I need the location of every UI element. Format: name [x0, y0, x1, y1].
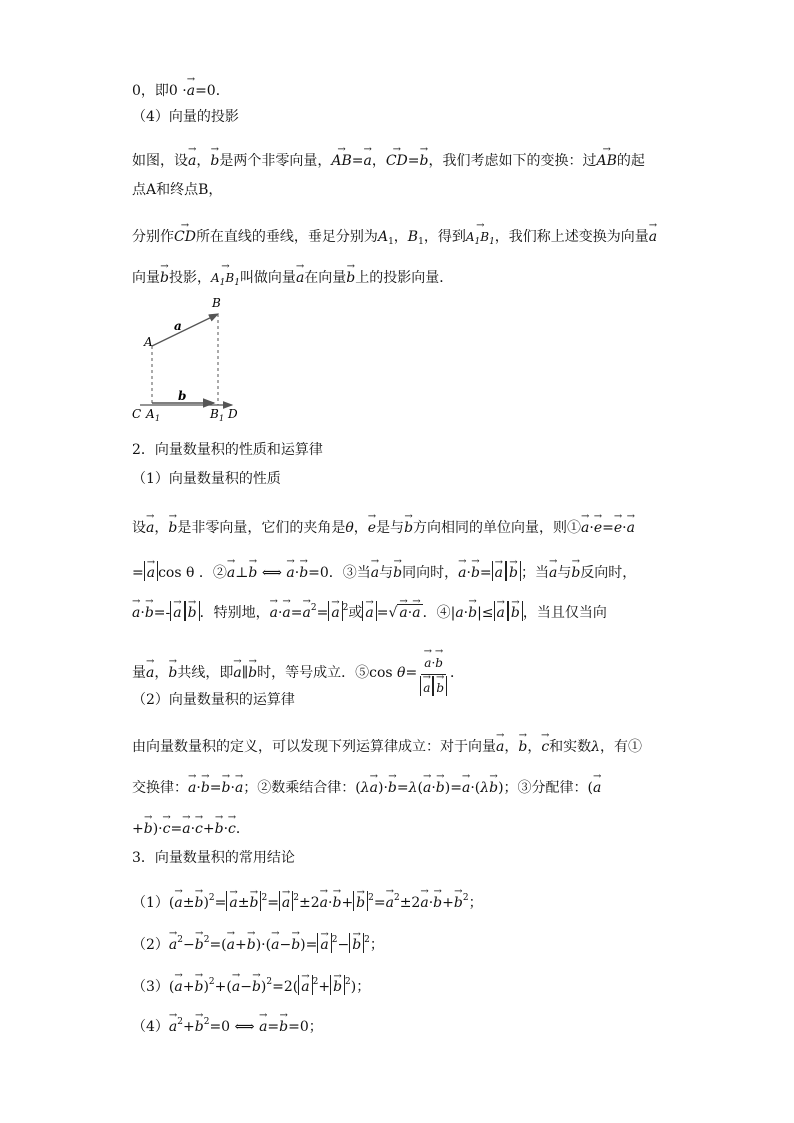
formula-1: $(1)(\to a\pm\to b)^2=\to a\pm\to b$ $^2$=→ a $^2$±2→ a·→ b+→ b $^2=\to a^2\pm 2\to a\cdot\to b+\to b^2$； — [132, 888, 672, 913]
text-line: +→ b)·→ c=→ a·→ c+→ b·→ c． — [132, 814, 672, 839]
label-b-point: B — [212, 296, 221, 310]
text-line: 点A和终点B， — [132, 182, 223, 198]
label-b1: B — [210, 407, 219, 421]
text-line: 设→ a，→ b是非零向量，它们的夹角是θ，→ e是与→ b方向相同的单位向量，则①→ a·→ e=→ e·→ a — [132, 513, 672, 538]
svg-text:1: 1 — [155, 414, 161, 422]
text-line: → a·→ b=-→ a→ b ．特别地，→ $a\cdot\to a=\to a^2=\to a$ $^2$或→ a =√→ a·→ a ．④|a·→ b|≤→ a→ b ，当且仅当向 — [132, 598, 672, 623]
label-vec-b: b — [178, 389, 187, 403]
section-heading-3: 3．向量数量积的常用结论 — [132, 850, 295, 866]
section-heading-projection: （4）向量的投影 — [132, 109, 239, 125]
text-line: 0，即0 ·→ a=0． — [132, 76, 672, 101]
subheading-laws: （2）向量数量积的运算律 — [132, 692, 295, 708]
text-line: 分别作→ CD所在直线的垂线，垂足分别为$A_1$，$B_1$，得到→ $A_1B_1$，我们称上述变换为向量→ a — [132, 222, 672, 252]
formula-3: $(3)(\to a+\to b)^2+(\to a-\to b)^2=2(\to a$ $^2$+→ b $^2$)； — [132, 972, 672, 997]
text-line: 由向量数量积的定义，可以发现下列运算律成立：对于向量→ a，→ b，→ c和实数λ，有① — [132, 732, 672, 757]
text-line: =→ a cos θ ．②→ a⊥→ b ⟺ → a·→ b=0．③当→ a与→ b同向时，→ a·→ b=→ a→ b ；当→ a与→ b反向时， — [132, 558, 672, 583]
svg-text:1: 1 — [219, 414, 225, 422]
formula-4: $(4)\to a^2+\to b^2=0$ ⟺ → a=→ b=0； — [132, 1012, 672, 1037]
label-a-point: A — [144, 335, 153, 349]
text-line: 量→ a，→ b共线，即→ a∥→ b时，等号成立．⑤cos θ= → a·→ b → a→ b ． — [132, 648, 672, 698]
label-a1: A — [146, 407, 155, 421]
section-heading-2: 2．向量数量积的性质和运算律 — [132, 442, 323, 458]
label-vec-a: a — [174, 319, 182, 333]
text-line: 交换律：→ a·→ b=→ b·→ a；②数乘结合律：(λ→ a)·→ b=λ(→ a·→ b)=→ a·(λ→ b)；③分配律：(→ a — [132, 773, 672, 798]
subheading-properties: （1）向量数量积的性质 — [132, 471, 281, 487]
formula-2: $(2)\to a^2-\to b^2=(\to a+\to b)\cdot(\to a-\to b)=\to a$ $^2$−→ b $^2$； — [132, 930, 672, 955]
text-line: 如图，设→ a，→ b是两个非零向量，→ AB=→ a，→ CD=→ b，我们考虑如下的变换：过→ AB的起 — [132, 146, 672, 171]
projection-diagram — [128, 292, 248, 422]
label-c: C — [132, 407, 142, 421]
text-line: 向量→ b投影，→ $A_1B_1$叫做向量→ a在向量→ b上的投影向量． — [132, 263, 672, 293]
vector-a-arrow — [152, 314, 218, 346]
label-d: D — [228, 407, 238, 421]
